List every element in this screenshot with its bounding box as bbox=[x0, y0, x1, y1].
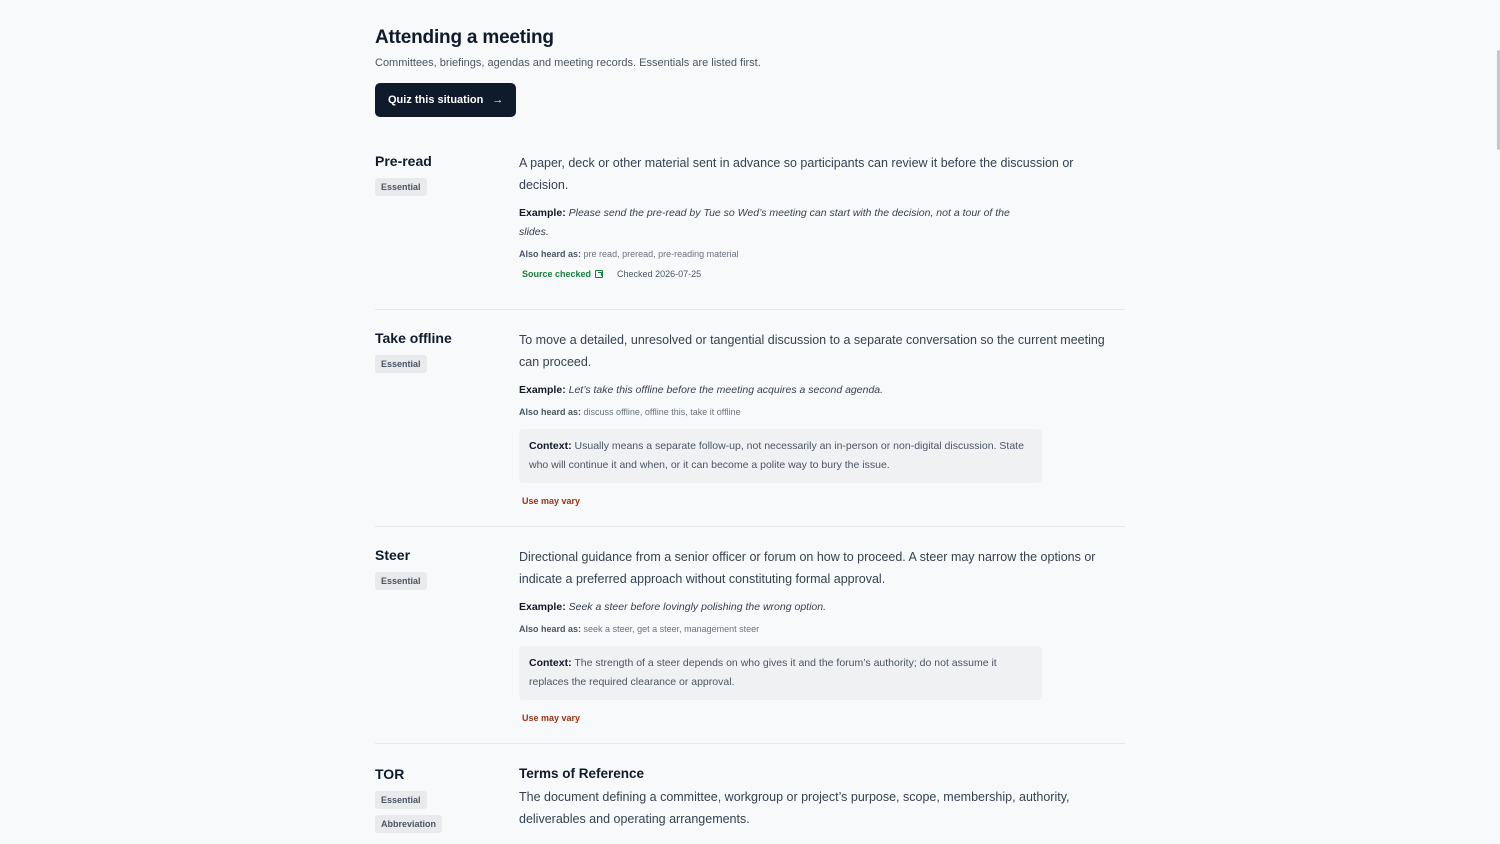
quiz-situation-button[interactable] bbox=[375, 83, 516, 117]
term-expansion: Terms of Reference bbox=[519, 766, 645, 781]
term-example bbox=[519, 204, 1034, 242]
context-text: The strength of a steer depends on who gives it and the forum’s authority; do not assume it replaces the required clearance or approval. bbox=[529, 657, 997, 688]
also-heard bbox=[519, 248, 1119, 260]
term-name: Take offline bbox=[375, 330, 452, 346]
essential-badge: Essential bbox=[375, 178, 427, 196]
external-link-icon bbox=[595, 270, 603, 278]
term-definition: The document defining a committee, workgroup or project’s purpose, scope, membership, authority, deliverables and operating arrangements. bbox=[519, 790, 1070, 826]
context-text: Usually means a separate follow-up, not necessarily an in-person or non-digital discussion. State who will continue it and when, or it can become a polite way to bury the issue. bbox=[529, 440, 1024, 471]
abbreviation-badge: Abbreviation bbox=[375, 815, 442, 833]
term-header bbox=[375, 329, 515, 373]
also-heard-label: Also heard as: bbox=[519, 249, 582, 259]
term-body bbox=[519, 329, 1119, 506]
checked-date: Checked 2026-07-25 bbox=[617, 269, 702, 279]
essential-badge: Essential bbox=[375, 355, 427, 373]
usage-note: Use may vary bbox=[522, 713, 581, 723]
term-example bbox=[519, 598, 1034, 617]
term-example bbox=[519, 381, 1034, 400]
quiz-button-label: Quiz this situation bbox=[388, 94, 484, 106]
context-note bbox=[519, 646, 1042, 700]
term-entry-tor bbox=[375, 765, 1125, 844]
term-body bbox=[519, 546, 1119, 723]
term-header bbox=[375, 765, 515, 833]
term-name: Pre-read bbox=[375, 153, 432, 169]
example-text: Seek a steer before lovingly polishing the wrong option. bbox=[568, 601, 827, 613]
source-checked-label: Source checked bbox=[522, 269, 592, 279]
term-entry-take-offline bbox=[375, 329, 1125, 527]
source-status-row bbox=[519, 269, 1119, 279]
also-heard-values: seek a steer, get a steer, management steer bbox=[583, 624, 760, 634]
term-header bbox=[375, 546, 515, 590]
term-header bbox=[375, 152, 515, 196]
example-label: Example: bbox=[519, 601, 566, 613]
term-definition: To move a detailed, unresolved or tangential discussion to a separate conversation so the current meeting can proceed. bbox=[519, 333, 1105, 369]
also-heard bbox=[519, 406, 1119, 418]
page-subtitle: Committees, briefings, agendas and meeting records. Essentials are listed first. bbox=[375, 57, 761, 69]
example-text: Please send the pre-read by Tue so Wed’s meeting can start with the decision, not a tour of the slides. bbox=[519, 207, 1010, 238]
essential-badge: Essential bbox=[375, 572, 427, 590]
context-label: Context: bbox=[529, 657, 572, 669]
term-name: Steer bbox=[375, 547, 411, 563]
source-checked-link[interactable] bbox=[522, 269, 603, 279]
page-title: Attending a meeting bbox=[375, 27, 554, 48]
example-text: Let’s take this offline before the meeting acquires a second agenda. bbox=[568, 384, 884, 396]
essential-badge: Essential bbox=[375, 791, 427, 809]
also-heard-label: Also heard as: bbox=[519, 624, 582, 634]
arrow-right-icon: → bbox=[492, 94, 504, 106]
context-note bbox=[519, 429, 1042, 483]
also-heard-label: Also heard as: bbox=[519, 407, 582, 417]
context-label: Context: bbox=[529, 440, 572, 452]
term-body bbox=[519, 765, 1119, 830]
example-label: Example: bbox=[519, 384, 566, 396]
also-heard-values: discuss offline, offline this, take it offline bbox=[583, 407, 741, 417]
term-body bbox=[519, 152, 1119, 279]
term-entry-pre-read bbox=[375, 152, 1125, 310]
usage-note: Use may vary bbox=[522, 496, 581, 506]
main-content bbox=[375, 26, 1125, 844]
term-definition: A paper, deck or other material sent in advance so participants can review it before the discussion or decision. bbox=[519, 156, 1074, 192]
example-label: Example: bbox=[519, 207, 566, 219]
also-heard-values: pre read, preread, pre-reading material bbox=[583, 249, 739, 259]
term-definition: Directional guidance from a senior officer or forum on how to proceed. A steer may narrow the options or indicate a preferred approach without constituting formal approval. bbox=[519, 550, 1096, 586]
term-entry-steer bbox=[375, 546, 1125, 744]
also-heard bbox=[519, 623, 1119, 635]
term-name: TOR bbox=[375, 766, 405, 782]
